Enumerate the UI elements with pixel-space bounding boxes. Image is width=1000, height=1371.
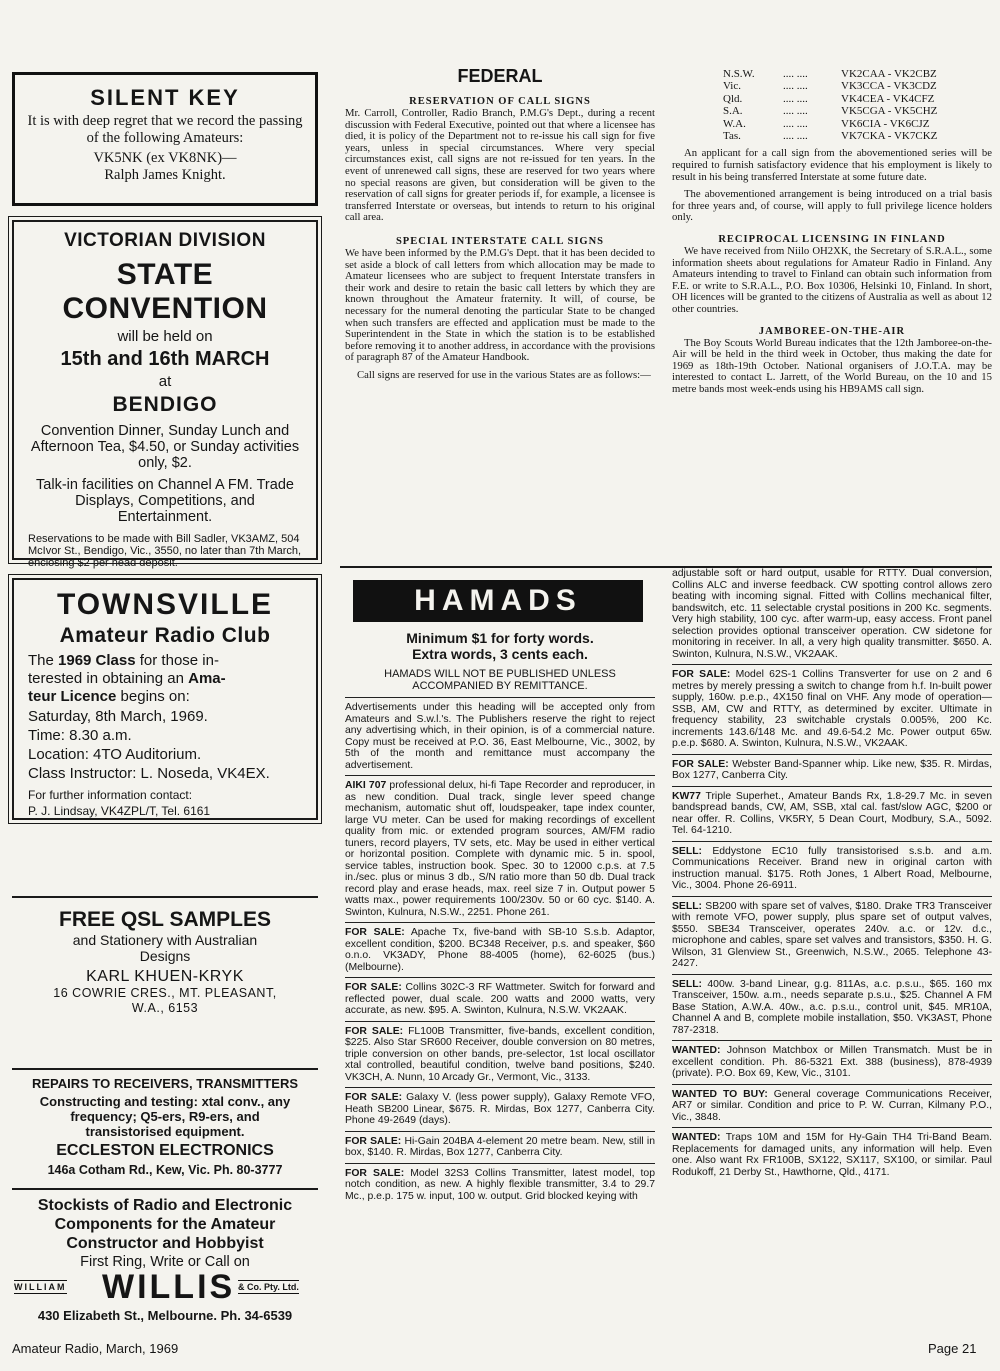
divider [12, 1188, 318, 1190]
hamads-banner: HAMADS [353, 580, 643, 622]
ad-separator [672, 1084, 992, 1085]
class-text-c: for those in- [135, 652, 219, 669]
call-sign-range: VK2CAA - VK2CBZ [841, 68, 937, 80]
call-sign-dots: .... .... [783, 117, 808, 130]
applicant-text: An applicant for a call sign from the abovementioned series will be required to furnish satisfactory evidence that his employment is likely to result in his being transferred Interstate at some future date. [672, 147, 992, 183]
ad-separator [672, 1127, 992, 1128]
willis-address: 430 Elizabeth St., Melbourne. Ph. 34-6539 [37, 1308, 293, 1323]
classified-ad [345, 982, 655, 1017]
convention-reservations-text: Reservations to be made with Bill Sadler, VK3AMZ, 504 McIvor St., Bendigo, Vic., 3550, no later than 7th March, enclosing $2 per head deposit. [28, 533, 302, 569]
ad-text: Model 62S-1 Collins Transverter for use on 2 and 6 metres by merely pressing a switch to change from h.f. In-built power supply, 160w. p.e.p., 4X150 final on VHF. Any mode of operation—SSB, AM, CW and RTTY, as determined by exciter. Ultimate in frequency stability, 23 switchable crystals 0.005%, 200 Kc. increments 143.6/148 Mc. and 49.6-54.2 Mc. Power output 65w. p.e.p. $680. A. Swinton, Kulnura, N.S.W., VK2AAK. [672, 669, 992, 749]
classified-ad [672, 669, 992, 750]
class-time: Time: 8.30 a.m. [28, 727, 132, 744]
arrangement-text: The abovementioned arrangement is being introduced on a trial basis for three years and, of course, will apply to full privilege licence holders only. [672, 188, 992, 224]
ad-separator [345, 1021, 655, 1022]
repairs-address: 146a Cotham Rd., Kew, Vic. Ph. 80-3777 [47, 1163, 283, 1177]
victorian-convention-ad [12, 220, 318, 569]
jamboree-text: The Boy Scouts World Bureau indicates that the 12th Jamboree-on-the-Air will be held in the third week in October, thus making the date for 1969 as 18th-19th October. National organisers of J.O.T.A. may be interested to contact L. Jarrett, of the World Bureau, on the 10 and 15 metre bands most week-ends using his HB9AMS call sign. [672, 336, 992, 395]
townsville-club-ad [12, 578, 318, 820]
convention-dates: 15th and 16th MARCH [60, 348, 270, 370]
call-sign-row [720, 118, 940, 130]
federal-column-1 [345, 96, 655, 381]
ad-text: professional delux, hi-fi Tape Recorder and reproducer, in as new condition. Dual track, single lever speed change mechanism, automatic shut off, loudspeaker, tape index counter, large VU meter. Can be used for making recordings of excellent quality from mic. or extended program sources, AM/FM radio tuners, record players, TV sets, etc. May be used in either vertical or horizontal position. Complete with dynamic mic. 5 in. spool, service tables, instruction book. Spec. 30 to 12000 c.p.s. at 7.5 in./sec. plus or minus 3 db., S/N ratio more than 50 db. Dual track record play and erase heads, max. reel size 7 in. Output power 5 watts max., power requirements 100/230v. 50 or 60 cyc. $140. A. Swinton, Kulnura, N.S.W., 2251. Phone 261. [345, 780, 655, 918]
free-qsl-ad [12, 908, 318, 1016]
ad-lead: FOR SALE: [345, 927, 405, 938]
townsville-club-name: Amateur Radio Club [59, 624, 271, 647]
ad-text: Eddystone EC10 fully transistorised s.s.b. and a.m. Communications Receiver. Brand new in original carton with instruction manual. $175. Roth Jones, 1 Albert Road, Melbourne, Vic., 3004. Phone 26-6911. [672, 845, 992, 891]
classified-ad [345, 1026, 655, 1084]
hamads-rate-1: Minimum $1 for forty words. [406, 630, 594, 646]
classified-ad [345, 1168, 655, 1203]
reservation-heading: RESERVATION OF CALL SIGNS [409, 96, 591, 107]
ad-separator [672, 841, 992, 842]
ad-separator [672, 664, 992, 665]
divider [12, 1068, 318, 1070]
willis-logo [12, 1268, 318, 1306]
ad-lead: SELL: [672, 978, 703, 990]
ad-text: Model 32S3 Collins Transmitter, latest model, top notch condition, as new. A highly flexible transmitter, 3.4 to 29.7 Mc., p.e.p. 175 w. input, 100 w. output. Grid blocked keying with [345, 1167, 655, 1202]
hamads-notice: HAMADS WILL NOT BE PUBLISHED UNLESS ACCOMPANIED BY REMITTANCE. [384, 668, 616, 692]
ad-lead: AIKI 707 [345, 780, 387, 791]
class-text-e: Ama- [188, 670, 226, 687]
ad-text: Triple Superhet., Amateur Bands Rx, 1.8-29.7 Mc. in seven bandspread bands, CW, AM, SSB, xtal cal. fast/slow AGC, $200 or near offer. R. Collins, VK5RY, 5 Dean Court, Modbury, S.A., 5092. Tel. 64-1210. [672, 790, 992, 836]
willis-ad [12, 1196, 318, 1323]
class-text-g: begins on: [116, 688, 190, 705]
ad-separator [672, 974, 992, 975]
ad-text: Apache Tx, five-band with SB-10 S.s.b. Adaptor, excellent condition, $200. BC348 Receiver, p.s. and speaker, $60 o.n.o. VK3ADY, Phone 88-4005 (home), 62-6025 (bus.) (Melbourne). [345, 927, 655, 973]
ads-list-col1 [345, 775, 655, 1202]
class-info-label: For further information contact: [28, 788, 193, 802]
call-sign-state: N.S.W. [723, 68, 755, 80]
call-sign-dots: .... .... [783, 105, 808, 118]
willis-ring: First Ring, Write or Call on [80, 1254, 250, 1270]
ad-text: SB200 with spare set of valves, $180. Drake TR3 Transceiver with remote VFO, power supply, plus spare set of output valves, $550. SBE34 Transceiver, operates 240v. a.c. or 12v. d.c., microphone and cables, spare set valves and transistors, $350. H. G. Wilson, 31 Glenview St., Greenwich, N.S.W., 2065. Telephone 43-2427. [672, 900, 992, 969]
ad-lead: FOR SALE: [345, 1167, 405, 1179]
classified-ad [672, 1089, 992, 1124]
convention-place: BENDIGO [112, 393, 218, 416]
ad-lead: WANTED: [672, 1045, 721, 1056]
ad-text: FL100B Transmitter, five-bands, excellent condition, $225. Also Star SR600 Receiver, double conversion on 80 metres, triple conversion on other bands, pre-selector, 1st local oscillator xtal controlled, beautiful condition, twelve band positions, $240. VK3CH, A. Nunn, 10 Arcady Gr., Vermont, Vic., 3133. [345, 1025, 655, 1083]
call-sign-state: Tas. [723, 130, 741, 143]
classified-ad [345, 780, 655, 918]
qsl-name: KARL KHUEN-KRYK [86, 968, 244, 985]
call-sign-state: W.A. [723, 117, 746, 130]
ad-separator [345, 1087, 655, 1088]
ad-lead: FOR SALE: [345, 1025, 404, 1037]
ad-text: 400w. 3-band Linear, g.g. 811As, a.c. p.s.u., $65. 160 mx Transceiver, 150w. a.m., needs separate p.s.u., $25. Channel A FM Base Station, A.W.A. 40w., a.c. p.s.u., control unit, $45. MR10A, Channel A and B, complete mobile installation, $50. VK3AST, Phone 787-2318. [672, 978, 992, 1036]
call-sign-range: VK5CGA - VK5CHZ [841, 105, 938, 118]
call-sign-table [720, 68, 940, 142]
ad-separator [345, 1163, 655, 1164]
hamads-column-2 [672, 568, 992, 1178]
call-sign-dots: .... .... [783, 130, 808, 143]
ad-text: Johnson Matchbox or Millen Transmatch. Must be in excellent condition. Ph. 86-5321 Ext. 388 (business), 878-4939 (private). P.O. Box 69, Kew, Vic., 3101. [672, 1045, 992, 1079]
call-sign-state: Vic. [723, 80, 741, 93]
ad-separator [345, 697, 655, 698]
reservation-text: Mr. Carroll, Controller, Radio Branch, P.M.G's Dept., during a recent discussion with Federal Executive, pointed out that where a licensee has died, it is policy of the Department not to re-issue his call sign for five years, unless in special circumstances. Where very special circumstances exist, call signs are not re-issued for ten years. In the event of unrenewed call signs, these are reserved for two years where no special reasons are given, but consideration will be given to the reservation of call signs for greater periods if, for example, a licensee is transferred Interstate or overseas, but intends to return to his original call area. [345, 107, 655, 224]
call-signs-intro: Call signs are reserved for use in the various States are as follows:— [357, 368, 651, 381]
convention-dinner-text: Convention Dinner, Sunday Lunch and Afternoon Tea, $4.50, or Sunday activities only, $2. [30, 423, 300, 471]
townsville-title: TOWNSVILLE [56, 588, 274, 621]
call-sign-range: VK6CIA - VK6CJZ [841, 117, 930, 130]
ad-separator [672, 896, 992, 897]
ad-lead: SELL: [672, 845, 703, 857]
classified-ad [672, 979, 992, 1037]
classified-ad [345, 927, 655, 973]
classified-ad [672, 568, 992, 660]
call-sign-row [720, 80, 940, 92]
ad-lead: KW77 [672, 790, 701, 802]
ad-text: Traps 10M and 15M for Hy-Gain TH4 Tri-Band Beam. Replacements for damaged units, any information will help. Even one. Also want Rx FR100B, SX122, SX117, SX100, or similar. Paul Rodukoff, 21 Derby St., Hawthorne, Qld., 4171. [672, 1132, 992, 1178]
ad-text: adjustable soft or hard output, usable for RTTY. Dual conversion, Collins ALC and inverse feedback. CW spotting control allows zero beating with incoming signal. Fitted with Collins mechanical filter, bandswitch, etc. 11 selectable crystal positions in 200 Kc. segments. Very high stability, 100 cyc. after warm-up, easy access. Front panel selection provides optional transceiver operation. CW sidetone for monitoring in receiver. In all, a very high quality transmitter. $650. A. Swinton, Kulnura, N.S.W., VK2AAK. [672, 568, 992, 660]
silent-key-title: SILENT KEY [90, 85, 240, 110]
call-sign-dots: .... .... [783, 80, 808, 93]
state-convention-heading: STATE CONVENTION [62, 258, 268, 325]
class-location: Location: 4TO Auditorium. [28, 746, 202, 763]
call-sign-dots: .... .... [783, 92, 808, 105]
call-sign-row [720, 93, 940, 105]
qsl-address: 16 COWRIE CRES., MT. PLEASANT, W.A., 6153 [53, 986, 277, 1015]
class-text-a: The [28, 652, 59, 669]
ad-text: Hi-Gain 204BA 4-element 20 metre beam. New, still in box, $140. R. Mirdas, Box 1277, Canberra City. [345, 1135, 655, 1158]
convention-held-text: will be held on [117, 328, 213, 345]
footer-publication: Amateur Radio, March, 1969 [12, 1341, 179, 1356]
classified-ad [672, 759, 992, 782]
ad-lead: FOR SALE: [345, 1135, 402, 1147]
call-sign-row [720, 105, 940, 117]
footer-page-number: Page 21 [928, 1341, 977, 1356]
ad-separator [672, 786, 992, 787]
ad-separator [345, 775, 655, 776]
divider [12, 896, 318, 898]
ad-lead: WANTED TO BUY: [672, 1088, 768, 1100]
repairs-body: Constructing and testing: xtal conv., any frequency; Q5-ers, R9-ers, and transistorised equipment. [39, 1094, 291, 1139]
silent-key-call: VK5NK (ex VK8NK)— [93, 150, 237, 166]
classified-ad [672, 901, 992, 970]
hamads-rate-2: Extra words, 3 cents each. [412, 646, 588, 662]
classified-ad [672, 1132, 992, 1178]
ad-separator [672, 1040, 992, 1041]
ad-lead: SELL: [672, 900, 703, 912]
ad-separator [672, 754, 992, 755]
classified-ad [345, 1092, 655, 1127]
classified-ad [672, 791, 992, 837]
ad-lead: FOR SALE: [672, 669, 731, 680]
silent-key-name: Ralph James Knight. [104, 167, 226, 183]
class-date: Saturday, 8th March, 1969. [28, 708, 208, 725]
hamads-rules: Advertisements under this heading will be accepted only from Amateurs and S.w.l.'s. The Publishers reserve the right to reject any advertising which, in their opinion, is of a commercial nature. Copy must be received at P.O. 36, East Melbourne, Vic., 3002, by 5th of the month and remittance must accompany the advertisement. [345, 702, 655, 771]
finland-heading: RECIPROCAL LICENSING IN FINLAND [718, 234, 946, 245]
repairs-ad [12, 1076, 318, 1177]
class-year: 1969 Class [58, 652, 136, 669]
logo-willis: WILLIS [102, 1268, 236, 1306]
interstate-text: We have been informed by the P.M.G's Dept. that it has been decided to set aside a block of call letters from which allocation may be made to Amateur licensees who are subject to frequent Interstate transfers in their work and desire to retain the basic call letters by which they are known throughout the Amateur fraternity. It will, of course, be necessary for the numeral denoting the particular State to be changed when such transfers are effected and application must be made to the Superintendent in the State in which the station is to be established before removing it to another address, in accordance with the provisions of paragraph 87 of the Amateur Handbook. [345, 246, 655, 364]
federal-title: FEDERAL [457, 66, 543, 86]
qsl-subtitle: and Stationery with Australian Designs [72, 932, 258, 964]
call-sign-dots: .... .... [783, 68, 808, 80]
jamboree-heading: JAMBOREE-ON-THE-AIR [758, 325, 906, 337]
ad-text: Collins 302C-3 RF Wattmeter. Switch for forward and reflected power, dual scale. 200 watts and 2000 watts, very accurate, as new. $95. A. Swinton, Kulnura, N.S.W. VK2AAK. [345, 982, 655, 1016]
class-contact: P. J. Lindsay, VK4ZPL/T, Tel. 6161 [28, 804, 211, 818]
call-sign-range: VK7CKA - VK7CKZ [841, 130, 938, 143]
call-sign-row [720, 68, 940, 80]
ad-text: Webster Band-Spanner whip. Like new, $35. R. Mirdas, Box 1277, Canberra City. [672, 758, 992, 781]
class-instructor: Class Instructor: L. Noseda, VK4EX. [28, 765, 270, 782]
federal-column-2 [672, 68, 992, 396]
classified-ad [672, 846, 992, 892]
finland-text: We have received from Niilo OH2XK, the Secretary of S.R.A.L., some information sheets about regulations for Amateur Radio in Finland. Any Amateurs intending to travel to Finland can obtain such information from F.E. or write to S.R.A.L., P.O. Box 10306, Helsinki 10, Finland. In short, OH licences will be granted to the citizens of Australia as well as about 12 other countries. [672, 245, 992, 315]
call-sign-row [720, 130, 940, 142]
call-sign-range: VK3CCA - VK3CDZ [841, 80, 937, 93]
hamads-column-1 [345, 630, 655, 1202]
classified-ad [672, 1045, 992, 1080]
repairs-title: REPAIRS TO RECEIVERS, TRANSMITTERS [31, 1076, 299, 1091]
silent-key-body: It is with deep regret that we record the passing of the following Amateurs: [27, 113, 303, 146]
class-text-d: terested in obtaining an [28, 670, 189, 687]
convention-at-text: at [158, 373, 172, 390]
ad-text: General coverage Communications Receiver, AR7 or similar. Condition and price to P. W. Curran, Kilmany P.O., Vic., 3848. [672, 1088, 992, 1123]
willis-body: Stockists of Radio and Electronic Components for the Amateur Constructor and Hobbyist [37, 1197, 293, 1252]
logo-william: WILLIAM [14, 1282, 67, 1292]
call-sign-state: Qld. [723, 92, 743, 105]
classified-ad [345, 1136, 655, 1159]
class-text-f: teur Licence [28, 688, 117, 705]
ad-separator [345, 977, 655, 978]
ad-separator [345, 1131, 655, 1132]
qsl-title: FREE QSL SAMPLES [59, 908, 271, 931]
townsville-class-text [28, 652, 302, 706]
victorian-division-heading: VICTORIAN DIVISION [64, 230, 266, 251]
convention-talkin-text: Talk-in facilities on Channel A FM. Trade Displays, Competitions, and Entertainment. [36, 477, 294, 525]
silent-key-box [12, 72, 318, 206]
repairs-company: ECCLESTON ELECTRONICS [56, 1142, 274, 1159]
call-sign-range: VK4CEA - VK4CFZ [841, 92, 935, 105]
ad-text: Galaxy V. (less power supply), Galaxy Remote VFO, Heath SB200 Linear, $675. R. Mirdas, Box 1277, Canberra City. Phone 49-2649 (days). [345, 1092, 655, 1126]
ad-lead: FOR SALE: [345, 1092, 403, 1103]
call-sign-state: S.A. [723, 105, 743, 118]
interstate-heading: SPECIAL INTERSTATE CALL SIGNS [395, 235, 605, 247]
logo-co: & Co. Pty. Ltd. [238, 1282, 299, 1292]
ad-lead: FOR SALE: [672, 758, 729, 770]
ad-lead: WANTED: [672, 1132, 721, 1143]
ad-separator [345, 922, 655, 923]
ads-list-col2 [672, 568, 992, 1178]
ad-lead: FOR SALE: [345, 982, 402, 993]
